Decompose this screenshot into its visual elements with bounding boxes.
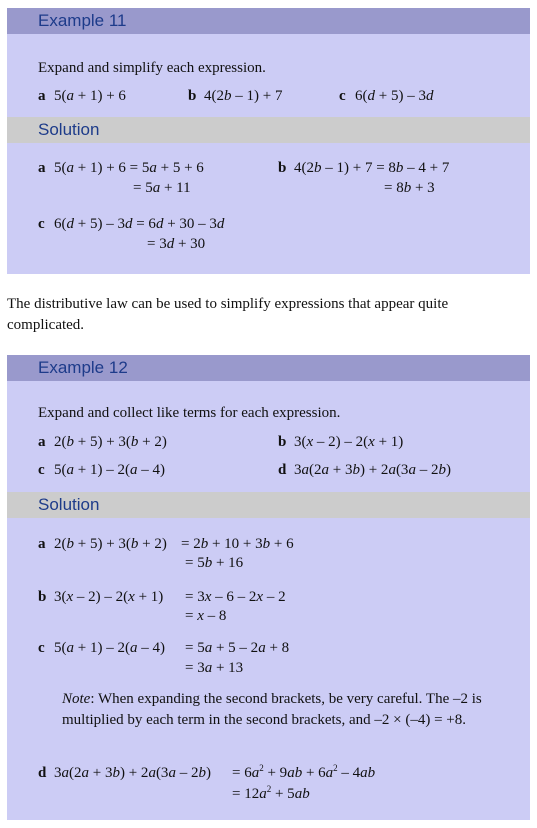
q12-b-label: b <box>278 434 287 450</box>
q12-a-expression: 2(b + 5) + 3(b + 2) <box>54 434 167 450</box>
s12-d-line1: = $6a^2 + 9ab + 6a^2 - 4ab$ <box>232 763 376 781</box>
s12-b-label: b <box>38 589 47 605</box>
q11-b-expression: 4(2b – 1) + 7 <box>204 88 283 104</box>
example-12-solution-header <box>7 492 530 518</box>
s12-c-line1: = 5a + 5 – 2a + 8 <box>185 640 290 656</box>
s12-a-lhs: 2(b + 5) + 3(b + 2) <box>54 536 167 552</box>
example-12-box <box>7 355 530 820</box>
s12-d-lhs: 3a(2a + 3b) + 2a(3a – 2b) <box>54 765 211 781</box>
s12-c-lhs: 5(a + 1) – 2(a – 4) <box>54 640 165 656</box>
q11-a-label: a <box>38 88 46 104</box>
s11-a-line1: 5(a + 1) + 6 = 5a + 5 + 6 <box>54 160 204 176</box>
q11-b-label: b <box>188 88 197 104</box>
s12-a-line2: = 5b + 16 <box>185 555 244 571</box>
s11-a-line2: = 5a + 11 <box>133 180 191 196</box>
q11-a-expression: 5(a + 1) + 6 <box>54 88 126 104</box>
s12-c-line2: = 3a + 13 <box>185 660 244 676</box>
distributive-law-paragraph: The distributive law can be used to simplify expressions that appear quite complicated. <box>7 296 449 333</box>
s12-c-label: c <box>38 640 45 656</box>
q12-a-label: a <box>38 434 46 450</box>
s11-c-label: c <box>38 216 45 232</box>
example-11-solution-title: Solution <box>38 120 100 139</box>
s12-b-line1: = 3x – 6 – 2x – 2 <box>185 589 286 605</box>
s12-a-line1: = 2b + 10 + 3b + 6 <box>181 536 294 552</box>
example-12-title: Example 12 <box>38 358 128 377</box>
s12-b-lhs: 3(x – 2) – 2(x + 1) <box>54 589 164 605</box>
s11-c-line1: 6(d + 5) – 3d = 6d + 30 – 3d <box>54 216 225 232</box>
q12-c-expression: 5(a + 1) – 2(a – 4) <box>54 462 165 478</box>
example-11-header <box>7 8 530 34</box>
s11-c-line2: = 3d + 30 <box>147 236 206 252</box>
q12-d-label: d <box>278 462 287 478</box>
s11-b-line2: = 8b + 3 <box>384 180 435 196</box>
s11-b-line1: 4(2b – 1) + 7 = 8b – 4 + 7 <box>294 160 450 176</box>
example-11-solution-header <box>7 117 530 143</box>
example-11-title: Example 11 <box>38 11 127 30</box>
s12-a-label: a <box>38 536 46 552</box>
q12-b-expression: 3(x – 2) – 2(x + 1) <box>294 434 404 450</box>
example-12-instruction: Expand and collect like terms for each expression. <box>38 405 341 421</box>
example-11-instruction: Expand and simplify each expression. <box>38 60 266 76</box>
q12-d-expression: 3a(2a + 3b) + 2a(3a – 2b) <box>294 462 451 478</box>
example-12-solution-title: Solution <box>38 495 100 514</box>
q11-c-expression: 6(d + 5) – 3d <box>355 88 434 104</box>
q11-c-label: c <box>339 88 346 104</box>
s12-d-line2: = $12a^2 + 5ab$ <box>232 784 310 802</box>
example-12-header <box>7 355 530 381</box>
q12-c-label: c <box>38 462 45 478</box>
example-11-box <box>7 8 530 274</box>
s12-b-line2: = x – 8 <box>185 608 227 624</box>
note-paragraph: Note: When expanding the second brackets, be very careful. The –2 is multiplied by each term in the second brackets, and –2 × (–4) = +8. <box>62 691 482 728</box>
s11-a-label: a <box>38 160 46 176</box>
s12-d-label: d <box>38 765 47 781</box>
s11-b-label: b <box>278 160 287 176</box>
